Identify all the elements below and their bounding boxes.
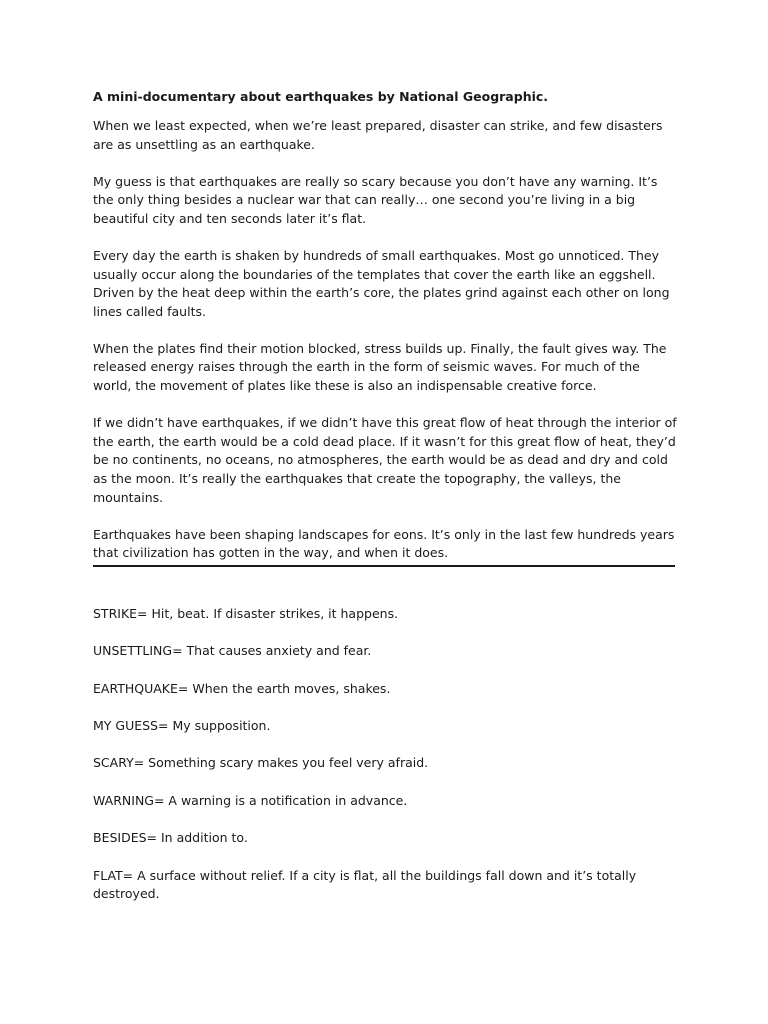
glossary-item: UNSETTLING= That causes anxiety and fear.	[93, 643, 372, 659]
section-divider	[93, 565, 675, 567]
glossary-item: SCARY= Something scary makes you feel very afraid.	[93, 755, 429, 771]
paragraph-4: When the plates find their motion blocked, stress builds up. Finally, the fault gives way. The released energy raises through the earth in the form of seismic waves. For much of the world, the movement of plates like these is also an indispensable creative force.	[93, 340, 667, 394]
document-title: A mini-documentary about earthquakes by National Geographic.	[93, 89, 549, 104]
glossary-list	[93, 605, 677, 904]
glossary-item: MY GUESS= My supposition.	[93, 717, 271, 733]
paragraph-6: Earthquakes have been shaping landscapes for eons. It’s only in the last few hundreds years that civilization has gotten in the way, and when it does.	[93, 526, 675, 561]
glossary-item: FLAT= A surface without relief. If a city is flat, all the buildings fall down and it’s totally destroyed.	[93, 867, 637, 902]
paragraph-2: My guess is that earthquakes are really so scary because you don’t have any warning. It’s the only thing besides a nuclear war that can really… one second you’re living in a big beautiful city and ten seconds later it’s flat.	[93, 173, 658, 226]
document-page	[93, 88, 677, 923]
glossary-item: BESIDES= In addition to.	[93, 830, 248, 846]
paragraph-1: When we least expected, when we’re least prepared, disaster can strike, and few disasters are as unsettling as an earthquake.	[93, 118, 663, 152]
paragraph-5: If we didn’t have earthquakes, if we didn’t have this great flow of heat through the interior of the earth, the earth would be a cold dead place. If it wasn’t for this great flow of heat, they’d be no continents, no oceans, no atmospheres, the earth would be as dead and dry and cold as the moon. It’s really the earthquakes that create the topography, the valleys, the mountains.	[93, 415, 677, 505]
glossary-item: WARNING= A warning is a notification in advance.	[93, 792, 408, 808]
paragraph-3: Every day the earth is shaken by hundreds of small earthquakes. Most go unnoticed. They usually occur along the boundaries of the templates that cover the earth like an eggshell. Driven by the heat deep within the earth’s core, the plates grind against each other on long lines called faults.	[93, 247, 670, 319]
glossary-item: STRIKE= Hit, beat. If disaster strikes, it happens.	[93, 605, 399, 621]
glossary-item: EARTHQUAKE= When the earth moves, shakes.	[93, 680, 391, 696]
